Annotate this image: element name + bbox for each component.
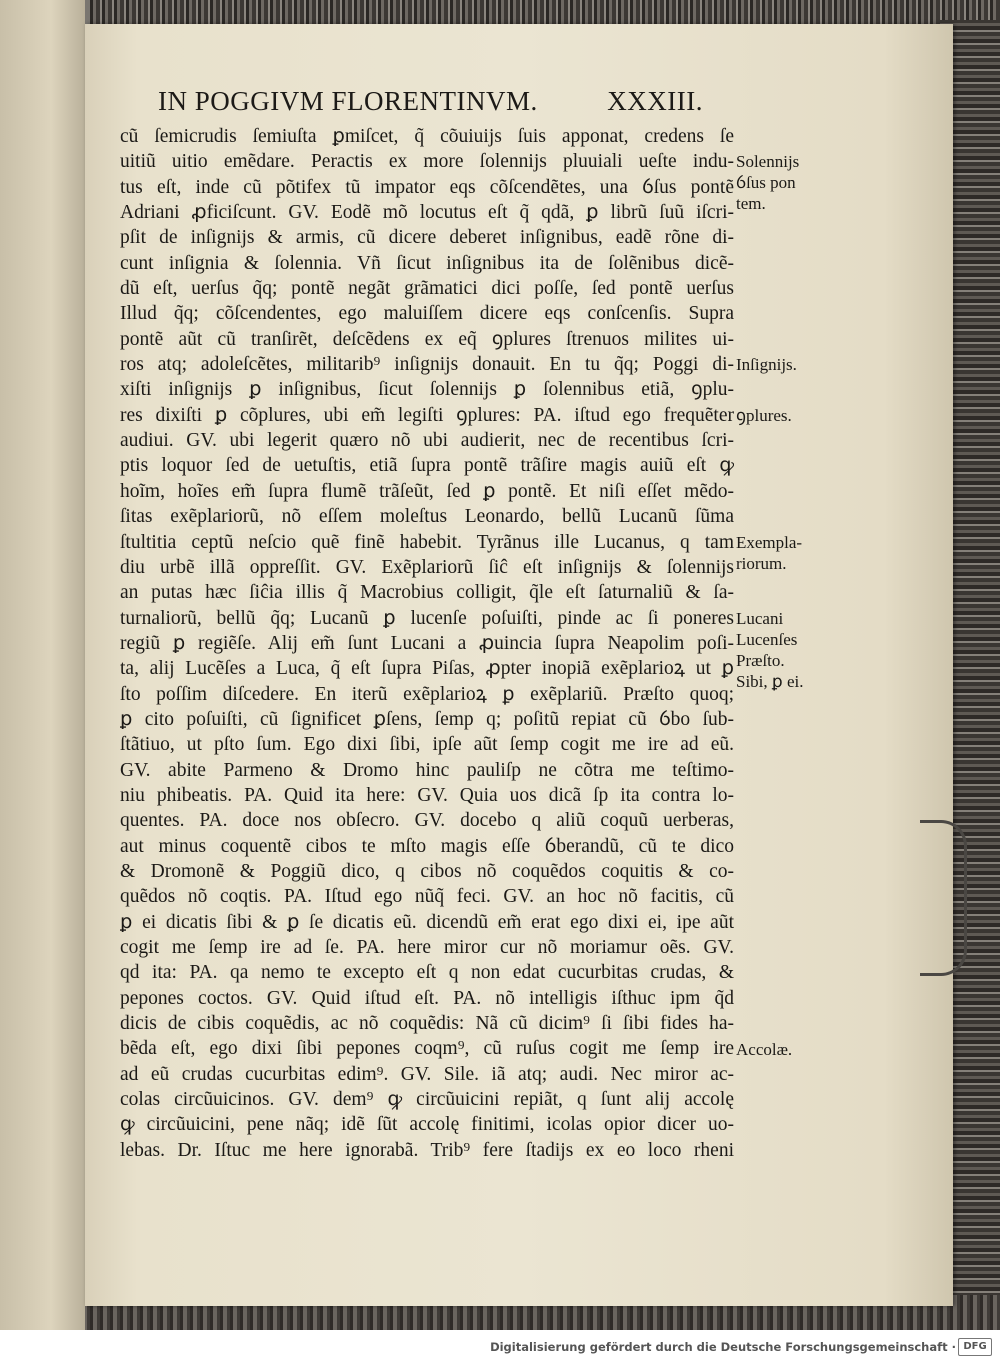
running-head-title: IN POGGIVM FLORENTINVM. — [158, 86, 538, 116]
running-head — [158, 86, 703, 117]
margin-note-line: Lucenſes — [736, 629, 798, 649]
text-line: dũ eſt, uerſus q̃q; pontẽ negãt grãmatici dici poſſe, ſed pontẽ uerſus — [120, 278, 734, 300]
text-line: turnaliorũ, bellũ q̃q; Lucanũ ꝑ lucenſe poſuiſti, pinde ac ſi poneres — [120, 607, 734, 629]
margin-note-line: Lucani — [736, 608, 784, 628]
text-line: & Dromonẽ & Poggiũ dico, q cibos nõ coquẽdos coquitis & co- — [120, 860, 734, 882]
margin-note — [736, 1039, 836, 1060]
text-line: diu urbẽ illã oppreſſit. GV. Exẽplariorũ ſiĉ eſt inſignijs & ſolennijs — [120, 556, 734, 578]
margin-note-line: ꝯplures. — [736, 405, 792, 425]
margin-note-line: ỽſus pon — [736, 173, 796, 193]
facing-page-edge — [0, 0, 85, 1330]
text-line: ad eũ crudas cucurbitas edim⁹. GV. Sile. iã atq; audi. Nec miror ac- — [120, 1063, 734, 1085]
text-line: uitiũ uitio emẽdare. Peractis ex more ſolennijs pluuiali ueſte indu- — [120, 151, 734, 173]
margin-note — [736, 354, 836, 375]
text-line: regiũ ꝑ regiẽſe. Alij em̃ ſunt Lucani a ꝓuincia ſupra Neapolim poſi- — [120, 632, 734, 654]
text-line: colas circũuicinos. GV. dem⁹ ꝙ circũuicini repiãt, q ſunt alij accolę — [120, 1089, 734, 1111]
text-line: pontẽ aũt cũ tranſirẽt, deſcẽdens ex eq̃ ꝯplures ſtrenuos milites ui- — [120, 328, 734, 350]
text-line: aut minus coquentẽ cibos te mſto magis eſſe ỽberandũ, cũ te dico — [120, 835, 734, 857]
text-line: ꝑ ei dicatis ſibi & ꝑ ſe dicatis eũ. dicendũ em̃ erat ego dixi ei, ipe aũt — [120, 911, 734, 933]
margin-note-line: Sibi, ꝑ ei. — [736, 671, 804, 691]
margin-note — [736, 608, 836, 692]
margin-note — [736, 532, 836, 574]
margin-note-line: Exempla- — [736, 532, 803, 552]
text-line: niu phibeatis. PA. Quid ita here: GV. Quia uos dicã ſp ita contra lo- — [120, 784, 734, 806]
text-line: quentes. PA. doce nos obſecro. GV. docebo q aliũ coquũ uerberas, — [120, 810, 734, 832]
text-line: an putas hæc ſiĉia illis q̃ Macrobius colligit, q̃le eſt ſaturnaliũ & ſa- — [120, 582, 734, 604]
margin-note — [736, 405, 836, 426]
text-line: ſtãtiuo, ut pſto ſum. Ego dixi ſibi, ipſe aũt ſemp cogit me ire ad eũ. — [120, 734, 734, 756]
text-line: tus eſt, inde cũ põtifex tũ impator eqs cõſcendẽtes, una ỽſus pontẽ — [120, 176, 734, 198]
text-line: quẽdos nõ coqtis. PA. Iſtud ego nũq̃ feci. GV. an hoc nõ facitis, cũ — [120, 886, 734, 908]
margin-note-line: riorum. — [736, 553, 787, 573]
text-line: qd ita: PA. qa nemo te excepto eſt q non edat cucurbitas crudas, & — [120, 962, 734, 984]
text-line: ſitas exẽplariorũ, nõ eſſem moleſtus Leonardo, bellũ Lucanũ ſũma — [120, 506, 734, 528]
text-line: cunt inſignia & ſolennia. Vñ ſicut inſignibus ita de ſolẽnibus dicẽ- — [120, 252, 734, 274]
margin-note — [736, 151, 836, 214]
text-line: audiui. GV. ubi legerit quæro nõ ubi audierit, nec de recentibus ſcri- — [120, 430, 734, 452]
page-clip — [920, 820, 967, 976]
text-line: ros atq; adoleſcẽtes, militarib⁹ inſignijs donauit. En tu q̃q; Poggi di- — [120, 354, 734, 376]
margin-note-line: tem. — [736, 194, 766, 214]
text-line: GV. abite Parmeno & Dromo hinc pauliſp ne cõtra me teſtimo- — [120, 759, 734, 781]
text-line: res dixiſti ꝑ cõplures, ubi em̃ legiſti ꝯplures: PA. iſtud ego frequẽter — [120, 404, 734, 426]
text-line: pſit de inſignijs & armis, cũ dicere deberet inſignibus, eadẽ rõne di- — [120, 227, 734, 249]
text-line: dicis de cibis coquẽdis, ac nõ coquẽdis: Nã cũ dicim⁹ ſi ſibi fides ha- — [120, 1013, 734, 1035]
text-line: Adriani ꝓficiſcunt. GV. Eodẽ mõ locutus eſt q̃ qdã, ꝑ librũ ſuũ iſcri- — [120, 202, 734, 224]
margin-note-line: Præſto. — [736, 650, 785, 670]
digitization-footer — [0, 1330, 1000, 1359]
text-line: Illud q̃q; cõſcendentes, ego maluiſſem dicere eqs conſcenſis. Supra — [120, 303, 734, 325]
body-text — [120, 124, 734, 1163]
text-line: pepones coctos. GV. Quid iſtud eſt. PA. nõ intelligis iſthuc ipm q̃d — [120, 987, 734, 1009]
text-line: ꝙ circũuicini, pene nãq; idẽ ſũt accolę finitimi, icolas opior dicer uo- — [120, 1114, 734, 1136]
folio-number: XXXIII. — [607, 86, 703, 116]
text-line: cogit me ſemp ire ad ſe. PA. here miror cur nõ moriamur oẽs. GV. — [120, 937, 734, 958]
text-line: bẽda eſt, ego dixi ſibi pepones coqm⁹, cũ ruſus cogit me ſemp ire — [120, 1038, 734, 1060]
margin-note-line: Inſignijs. — [736, 355, 797, 375]
text-line: hoĩm, hoĩes em̃ ſupra flumẽ trãſeũt, ſed ꝑ pontẽ. Et niſi eſſet mẽdo- — [120, 480, 734, 502]
text-line: ꝑ cito poſuiſti, cũ ſignificet ꝑſens, ſemp q; poſitũ repiat cũ ỽbo ſub- — [120, 708, 734, 730]
text-line: ſtultitia ceptũ neſcio quẽ finẽ habebit. Tyrãnus ille Lucanus, q tam — [120, 531, 734, 553]
funding-credit: Digitalisierung gefördert durch die Deutsche Forschungsgemeinschaft · — [490, 1340, 956, 1354]
margin-note-line: Solennijs — [736, 152, 800, 172]
text-line: lebas. Dr. Iſtuc me here ignorabã. Trib⁹ fere ſtadijs ex eo loco rheni — [120, 1139, 734, 1161]
text-line: cũ ſemicrudis ſemiuſta ꝑmiſcet, q̃ cõuiuijs ſuis apponat, credens ſe — [120, 126, 734, 147]
text-line: ſto poſſim diſcedere. En iterũ exẽplarioꝝ ꝑ exẽplariũ. Præſto quoq; — [120, 683, 734, 705]
text-line: xiſti inſignijs ꝑ inſignibus, ſicut ſolennijs ꝑ ſolennibus etiã, ꝯplu- — [120, 379, 734, 401]
margin-note-line: Accolæ. — [736, 1039, 793, 1059]
text-line: ptis loquor ſed de uetuſtis, etiã ſupra pontẽ trãſire magis auiũ eſt ꝙ — [120, 455, 734, 477]
dfg-logo: DFG — [958, 1338, 992, 1356]
text-line: ta, alij Lucẽſes a Luca, q̃ eſt ſupra Piſas, ꝓpter inopiã exẽplarioꝝ ut ꝑ — [120, 658, 734, 680]
